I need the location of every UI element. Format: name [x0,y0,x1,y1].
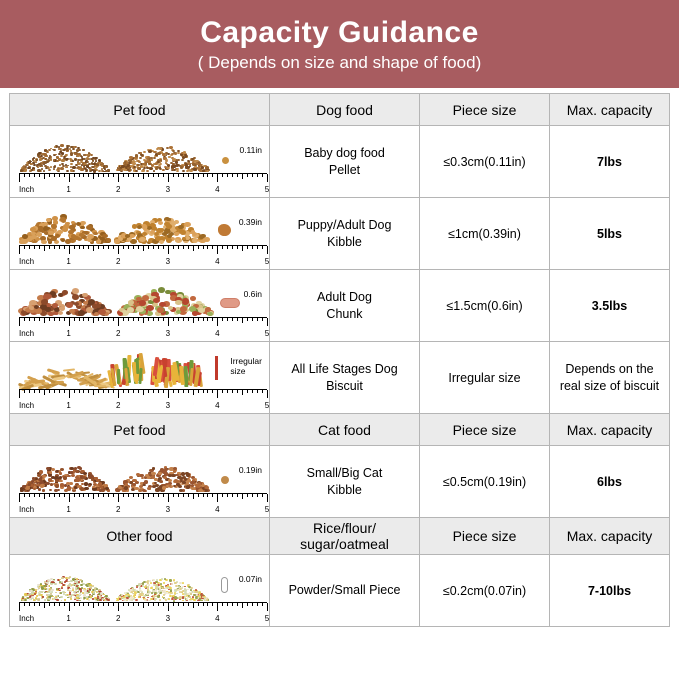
food-pile [19,275,111,317]
sample-piece [214,458,236,484]
sample-piece-group [214,451,262,493]
sample-piece-group [214,560,262,602]
ruler-unit-label: Inch [19,328,35,338]
ruler-mark: 4 [215,256,220,266]
food-pile [19,131,111,173]
piece-size-cell: ≤1cm(0.39in) [420,198,550,270]
page-header [0,0,679,88]
ruler-mark: 2 [115,400,121,410]
piece-size-cell: ≤0.5cm(0.19in) [420,446,550,518]
sample-size-label: 0.6in [243,288,262,299]
capacity-table [9,93,670,627]
capacity-value: 6 [596,474,604,489]
food-pile [19,347,110,389]
column-header: Piece size [420,518,550,555]
sample-piece [214,567,236,593]
piece-size-cell: ≤0.2cm(0.07in) [420,555,550,627]
capacity-value: 3.5 [591,298,610,313]
column-header: Piece size [420,94,550,126]
ruler-mark: 2 [115,504,121,514]
ruler-mark: 3 [165,613,171,623]
ruler-mark: 1 [66,256,71,266]
column-header: Piece size [420,414,550,446]
table-row [10,342,670,414]
inch-ruler [19,173,270,195]
food-illustration-cell [10,555,270,627]
food-name-cell: Adult Dog Chunk [270,270,420,342]
food-pile [115,131,211,173]
inch-ruler [19,245,270,267]
inch-ruler [19,602,270,624]
ruler-mark: 4 [215,504,220,514]
piece-size-cell: ≤1.5cm(0.6in) [420,270,550,342]
sample-piece [214,138,236,164]
food-illustration-cell [10,270,270,342]
ruler-unit-label: Inch [19,613,35,623]
table-header-row [10,414,670,446]
ruler-mark: 4 [215,400,220,410]
ruler-mark: 5 [264,256,270,266]
column-header: Pet food [10,414,270,446]
food-name-cell: Small/Big Cat Kibble [270,446,420,518]
ruler-mark: 5 [264,613,270,623]
max-capacity-cell [550,198,670,270]
ruler-mark: 1 [66,613,71,623]
capacity-value: 7-10 [587,583,613,598]
capacity-unit: lbs [603,226,622,241]
table-row [10,270,670,342]
food-illustration-cell [10,126,270,198]
ruler-mark: 1 [66,400,71,410]
food-illustration-cell [10,342,270,414]
sample-size-label: Irregular size [230,355,262,376]
food-name-cell: Puppy/Adult Dog Kibble [270,198,420,270]
ruler-mark: 3 [165,328,171,338]
ruler-mark: 4 [215,184,220,194]
sample-piece [219,282,241,308]
table-row [10,198,670,270]
ruler-mark: 1 [66,504,71,514]
page-subtitle: ( Depends on size and shape of food) [197,52,482,72]
ruler-mark: 5 [264,328,270,338]
ruler-mark: 3 [165,400,171,410]
column-header: Max. capacity [550,414,670,446]
ruler-mark: 5 [264,504,270,514]
capacity-unit: lbs [603,474,622,489]
ruler-mark: 3 [165,184,171,194]
capacity-unit: lbs [603,154,622,169]
sample-size-label: 0.19in [238,464,262,475]
max-capacity-cell [550,270,670,342]
ruler-unit-label: Inch [19,256,35,266]
food-pile [19,560,111,602]
inch-ruler [19,317,270,339]
ruler-mark: 3 [165,504,171,514]
food-illustration-cell [10,198,270,270]
table-header-row [10,94,670,126]
capacity-unit: lbs [609,298,628,313]
ruler-mark: 4 [215,328,220,338]
ruler-mark: 2 [115,256,121,266]
sample-size-label: 0.39in [238,216,262,227]
food-name-cell: Powder/Small Piece [270,555,420,627]
ruler-mark: 3 [165,256,171,266]
food-illustration-cell [10,446,270,518]
inch-ruler [19,493,270,515]
ruler-mark: 2 [115,328,121,338]
food-pile [117,275,213,317]
ruler-mark: 2 [115,184,121,194]
table-row [10,446,670,518]
capacity-unit: lbs [612,583,632,598]
food-pile [110,347,205,389]
food-name-cell: Baby dog food Pellet [270,126,420,198]
page-title: Capacity Guidance [200,15,479,49]
sample-piece [205,354,227,380]
ruler-mark: 1 [66,328,71,338]
column-header: Cat food [270,414,420,446]
capacity-value: 5 [596,226,604,241]
food-name-cell: All Life Stages Dog Biscuit [270,342,420,414]
food-pile [114,560,210,602]
column-header: Dog food [270,94,420,126]
piece-size-cell: ≤0.3cm(0.11in) [420,126,550,198]
max-capacity-cell: Depends on the real size of biscuit [550,342,670,414]
food-pile [19,203,111,245]
sample-piece [214,210,236,236]
column-header: Max. capacity [550,518,670,555]
max-capacity-cell [550,555,670,627]
sample-piece-group [219,275,262,317]
capacity-value: 7 [596,154,604,169]
ruler-mark: 1 [66,184,71,194]
column-header: Rice/flour/ sugar/oatmeal [270,518,420,555]
sample-size-label: 0.11in [239,144,262,155]
sample-piece-group [205,347,262,389]
ruler-mark: 5 [264,400,270,410]
table-header-row [10,518,670,555]
piece-size-cell: Irregular size [420,342,550,414]
food-pile [114,451,210,493]
inch-ruler [19,389,270,411]
ruler-mark: 4 [215,613,220,623]
column-header: Max. capacity [550,94,670,126]
food-pile [19,451,111,493]
ruler-mark: 2 [115,613,121,623]
max-capacity-cell [550,126,670,198]
ruler-unit-label: Inch [19,504,35,514]
ruler-unit-label: Inch [19,400,35,410]
column-header: Pet food [10,94,270,126]
ruler-unit-label: Inch [19,184,35,194]
sample-piece-group [214,131,262,173]
sample-size-label: 0.07in [238,573,262,584]
food-pile [114,203,210,245]
max-capacity-cell [550,446,670,518]
column-header: Other food [10,518,270,555]
table-row [10,555,670,627]
ruler-mark: 5 [264,184,270,194]
table-row [10,126,670,198]
sample-piece-group [214,203,262,245]
